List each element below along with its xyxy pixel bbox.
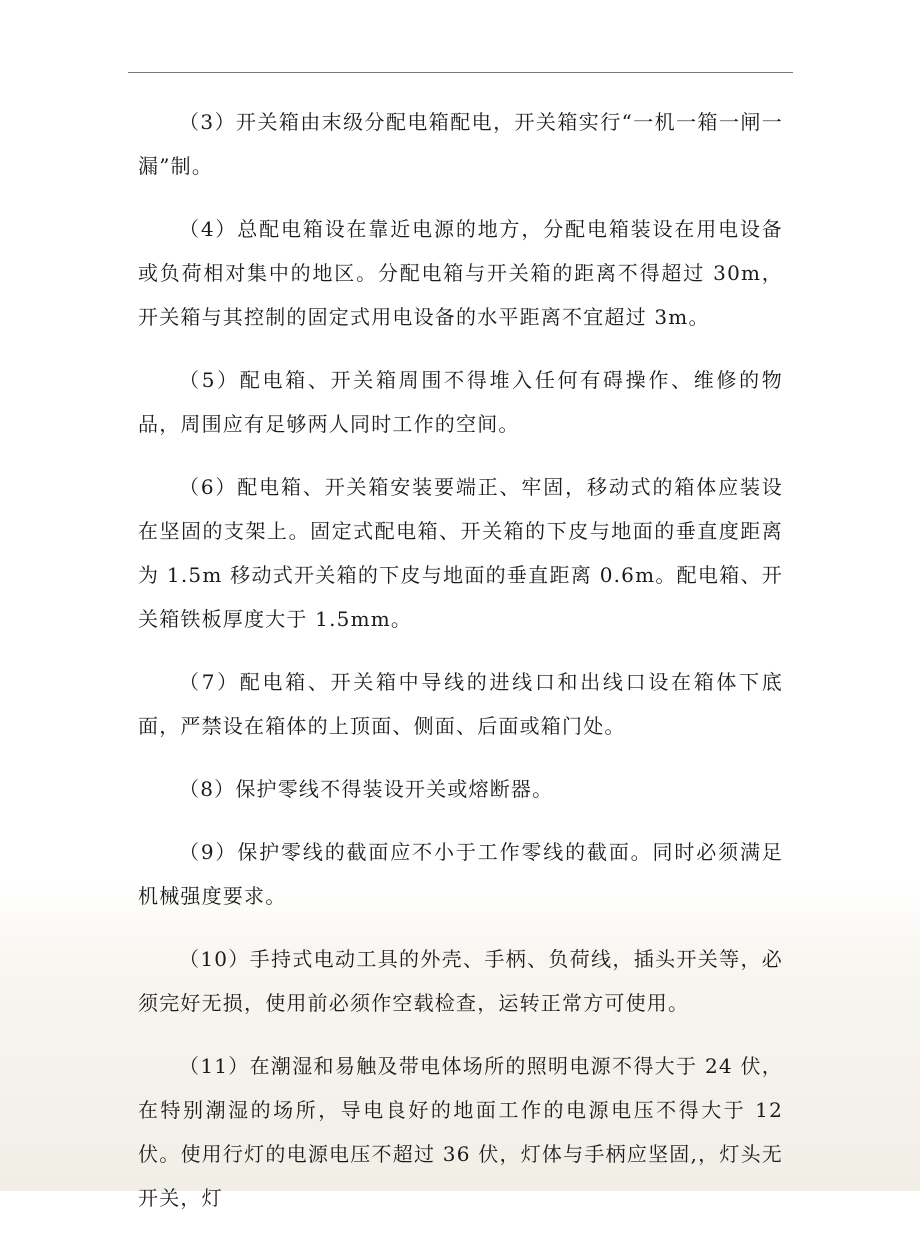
header-divider [128, 72, 793, 73]
paragraph-10: （10）手持式电动工具的外壳、手柄、负荷线，插头开关等，必须完好无损，使用前必须作空载检查，运转正常方可使用。 [138, 947, 783, 1015]
paragraph-5: （5）配电箱、开关箱周围不得堆入任何有碍操作、维修的物品，周围应有足够两人同时工作的空间。 [138, 368, 783, 436]
paragraph-9: （9）保护零线的截面应不小于工作零线的截面。同时必须满足机械强度要求。 [138, 840, 783, 908]
paragraph-8: （8）保护零线不得装设开关或熔断器。 [179, 777, 554, 801]
paragraph-7: （7）配电箱、开关箱中导线的进线口和出线口设在箱体下底面，严禁设在箱体的上顶面、侧面、后面或箱门处。 [138, 670, 783, 738]
document-body [138, 100, 783, 1239]
paragraph-6: （6）配电箱、开关箱安装要端正、牢固，移动式的箱体应装设在坚固的支架上。固定式配电箱、开关箱的下皮与地面的垂直度距离为 1.5m 移动式开关箱的下皮与地面的垂直距离 0.6m。配电箱、开关箱铁板厚度大于 1.5mm。 [138, 475, 783, 631]
paragraph-11: （11）在潮湿和易触及带电体场所的照明电源不得大于 24 伏，在特别潮湿的场所，导电良好的地面工作的电源电压不得大于 12 伏。使用行灯的电源电压不超过 36 伏，灯体与手柄应坚固,，灯头无开关，灯 [138, 1054, 783, 1210]
paragraph-4: （4）总配电箱设在靠近电源的地方，分配电箱装设在用电设备或负荷相对集中的地区。分配电箱与开关箱的距离不得超过 30m，开关箱与其控制的固定式用电设备的水平距离不宜超过 3m。 [138, 217, 783, 329]
paragraph-3: （3）开关箱由末级分配电箱配电，开关箱实行“一机一箱一闸一漏”制。 [138, 110, 783, 178]
